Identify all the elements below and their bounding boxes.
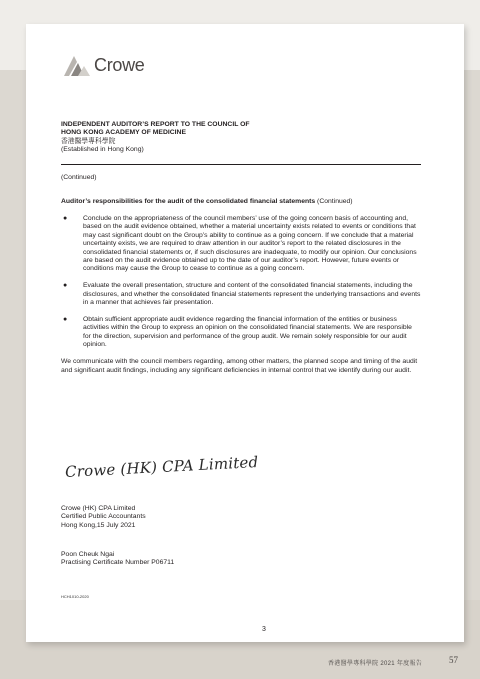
section-heading-suffix: (Continued) — [315, 197, 353, 205]
chinese-name: 香港醫學專科學院 — [61, 137, 116, 145]
continued-label: (Continued) — [61, 174, 97, 182]
bullet-icon: ● — [63, 282, 68, 290]
bullet-text: Conclude on the appropriateness of the council members’ use of the going concern basis of accounting and, based on the audit evidence obtained, whether a material uncertainty exists related to events or conditions that may cast significant doubt on the Group’s ability to continue as a going concern. If we conclude that a material uncertainty exists, we are required to draw attention in our auditor’s report to the related disclosures in the consolidated financial statements or, if such disclosures are inadequate, to modify our opinion. Our conclusions are based on the audit evidence obtained up to the date of our auditor’s report. However, future events or conditions may cause the Group to cease to continue as a going concern. — [83, 215, 417, 273]
logo-text: Crowe — [94, 55, 145, 75]
report-page — [26, 24, 464, 642]
firm-designation: Certified Public Accountants — [61, 513, 146, 521]
report-body — [61, 121, 421, 375]
bullet-icon: ● — [63, 316, 68, 324]
firm-block — [61, 505, 146, 530]
bullet-text: Obtain sufficient appropriate audit evidence regarding the financial information of the entities or business activities within the Group to express an opinion on the consolidated financial statements. We are responsible for the direction, supervision and performance of the group audit. We remain solely responsible for our audit opinion. — [83, 316, 412, 349]
list-item — [61, 316, 421, 350]
section-heading — [61, 198, 421, 206]
page-number: 3 — [262, 626, 266, 633]
document-code: HCH1010-2020 — [61, 594, 89, 599]
crowe-logo-icon — [62, 54, 92, 78]
report-title-line2: HONG KONG ACADEMY OF MEDICINE — [61, 129, 186, 137]
partner-block — [61, 551, 174, 568]
handwritten-signature: Crowe (HK) CPA Limited — [64, 452, 259, 482]
closing-paragraph: We communicate with the council members regarding, among other matters, the planned scope and timing of the audit and significant audit findings, including any significant deficiencies in internal control that we identify during our audit. — [61, 358, 418, 374]
firm-place-date: Hong Kong,15 July 2021 — [61, 521, 136, 529]
divider — [61, 164, 421, 165]
list-item — [61, 215, 421, 274]
footer-page-number: 57 — [449, 655, 458, 665]
section-heading-text: Auditor’s responsibilities for the audit of the consolidated financial statements — [61, 197, 316, 205]
partner-name: Poon Cheuk Ngai — [61, 551, 115, 558]
bullet-list — [61, 215, 421, 350]
bullet-text: Evaluate the overall presentation, structure and content of the consolidated financial statements, including the disclosures, and whether the consolidated financial statements represent the underlying transactions and events in a manner that achieves fair presentation. — [83, 282, 421, 307]
bullet-icon: ● — [63, 215, 68, 222]
practising-certificate: Practising Certificate Number P06711 — [61, 559, 175, 567]
list-item — [61, 282, 421, 307]
crowe-logo — [62, 54, 162, 80]
report-title-line1: INDEPENDENT AUDITOR’S REPORT TO THE COUNCIL OF — [61, 121, 250, 128]
firm-name: Crowe (HK) CPA Limited — [61, 505, 136, 512]
established-note: (Established in Hong Kong) — [61, 145, 144, 153]
footer-publication: 香港醫學專科學院 2021 年度報告 — [328, 661, 423, 667]
